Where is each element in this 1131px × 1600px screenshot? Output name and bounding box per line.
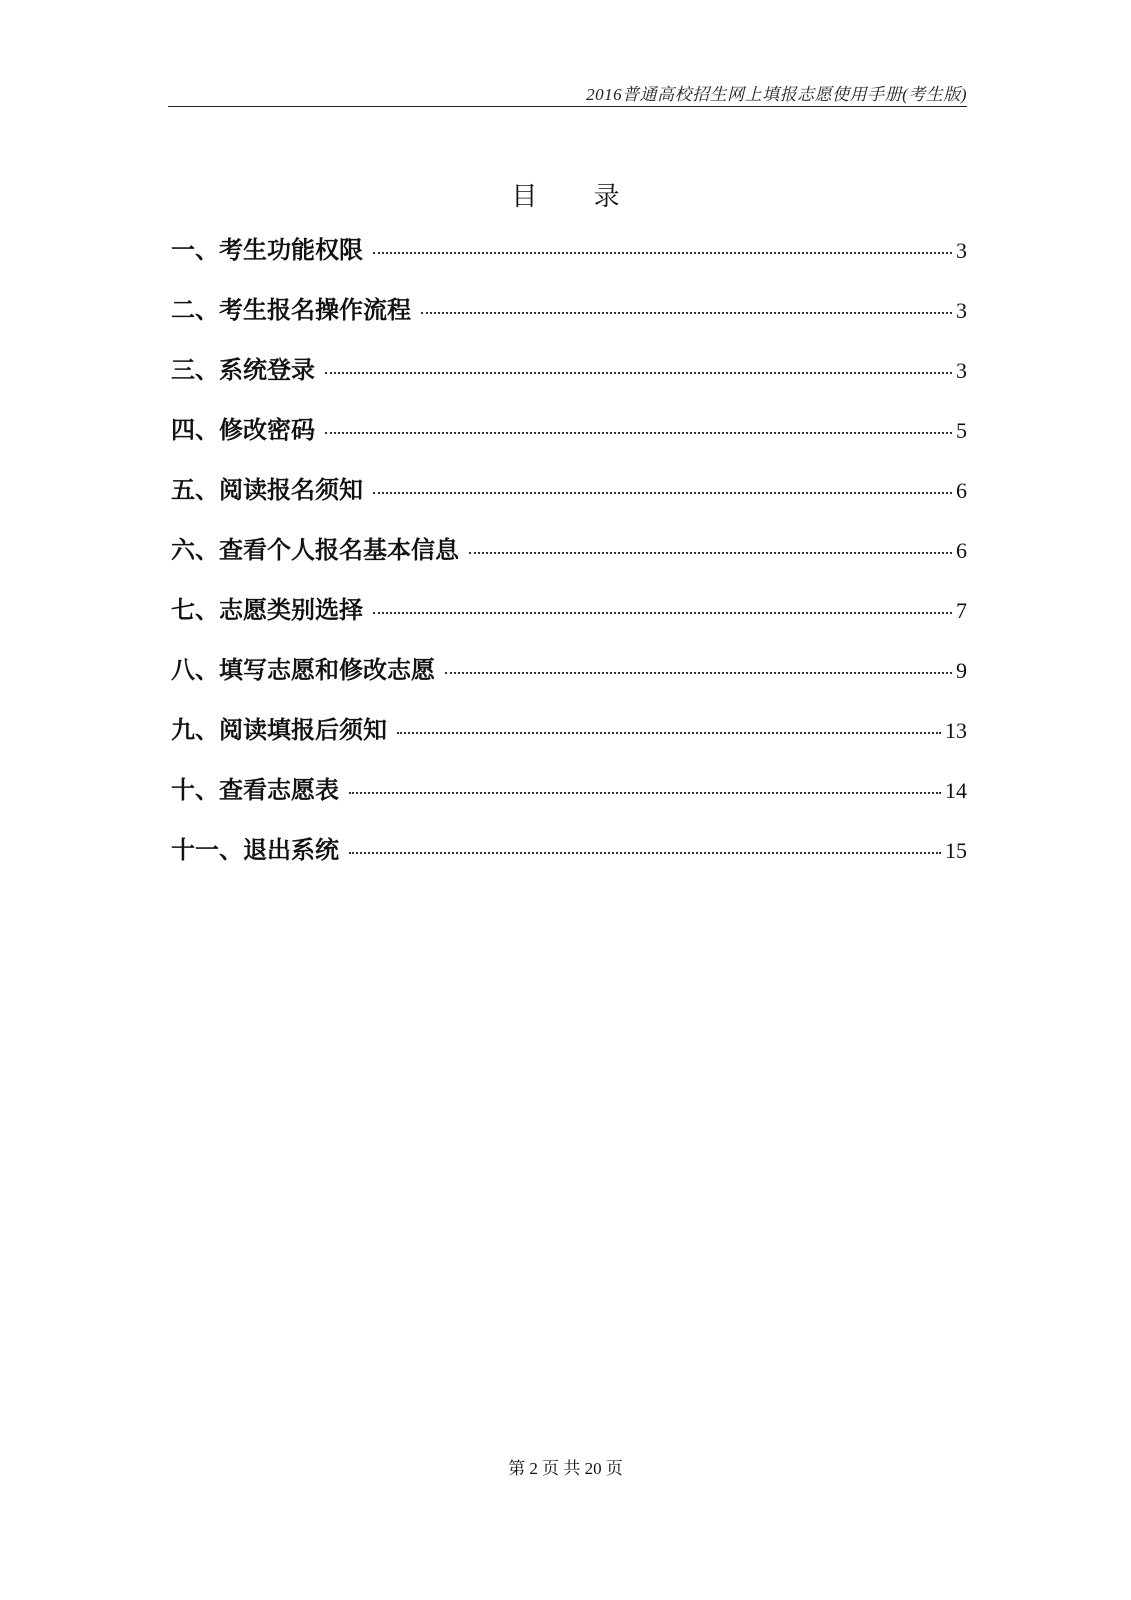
toc-heading: 目 录 [511,182,644,212]
toc-entry-page-number: 15 [945,838,967,863]
toc-entry[interactable] [171,416,967,476]
header-divider [168,106,967,107]
page-footer [0,1454,1131,1479]
toc-dot-leader [325,372,952,374]
toc-entry-page-number: 5 [956,418,967,443]
footer-prefix: 第 [508,1459,526,1478]
toc-entry-label: 一、考生功能权限 [171,236,363,264]
toc-dot-leader [421,312,952,314]
toc-dot-leader [325,432,952,434]
toc-dot-leader [397,732,941,734]
toc-entry-label: 三、系统登录 [171,356,315,384]
toc-entry-page-number: 6 [956,538,967,563]
footer-current-page: 2 [529,1459,538,1478]
toc-entry[interactable] [171,716,967,776]
toc-entry-label: 十一、退出系统 [171,836,339,864]
toc-dot-leader [445,672,952,674]
toc-entry-page-number: 3 [956,358,967,383]
toc-dot-leader [373,252,952,254]
toc-entry[interactable] [171,296,967,356]
toc-entry-page-number: 9 [956,658,967,683]
toc-entry[interactable] [171,356,967,416]
footer-total-pages: 20 [584,1459,602,1478]
toc-entry-page-number: 6 [956,478,967,503]
toc-entry-page-number: 3 [956,238,967,263]
toc-entry-label: 七、志愿类别选择 [171,596,363,624]
toc-entry-label: 四、修改密码 [171,416,315,444]
toc-entry[interactable] [171,596,967,656]
toc-entry[interactable] [171,836,967,896]
table-of-contents [171,236,967,896]
toc-entry-page-number: 13 [945,718,967,743]
toc-entry-label: 十、查看志愿表 [171,776,339,804]
toc-entry-label: 九、阅读填报后须知 [171,716,387,744]
toc-dot-leader [373,612,952,614]
toc-dot-leader [349,792,941,794]
toc-entry-label: 八、填写志愿和修改志愿 [171,656,435,684]
toc-entry[interactable] [171,536,967,596]
toc-entry-label: 六、查看个人报名基本信息 [171,536,459,564]
footer-middle: 页 共 [542,1459,581,1478]
running-header-title: 2016普通高校招生网上填报志愿使用手册(考生版) [586,85,967,104]
toc-entry[interactable] [171,476,967,536]
toc-dot-leader [469,552,952,554]
toc-entry-label: 二、考生报名操作流程 [171,296,411,324]
footer-suffix: 页 [605,1459,623,1478]
toc-entry[interactable] [171,776,967,836]
toc-entry[interactable] [171,656,967,716]
toc-entry-page-number: 3 [956,298,967,323]
toc-entry-page-number: 7 [956,598,967,623]
toc-dot-leader [349,852,941,854]
toc-dot-leader [373,492,952,494]
toc-entry[interactable] [171,236,967,296]
toc-entry-label: 五、阅读报名须知 [171,476,363,504]
toc-entry-page-number: 14 [945,778,967,803]
